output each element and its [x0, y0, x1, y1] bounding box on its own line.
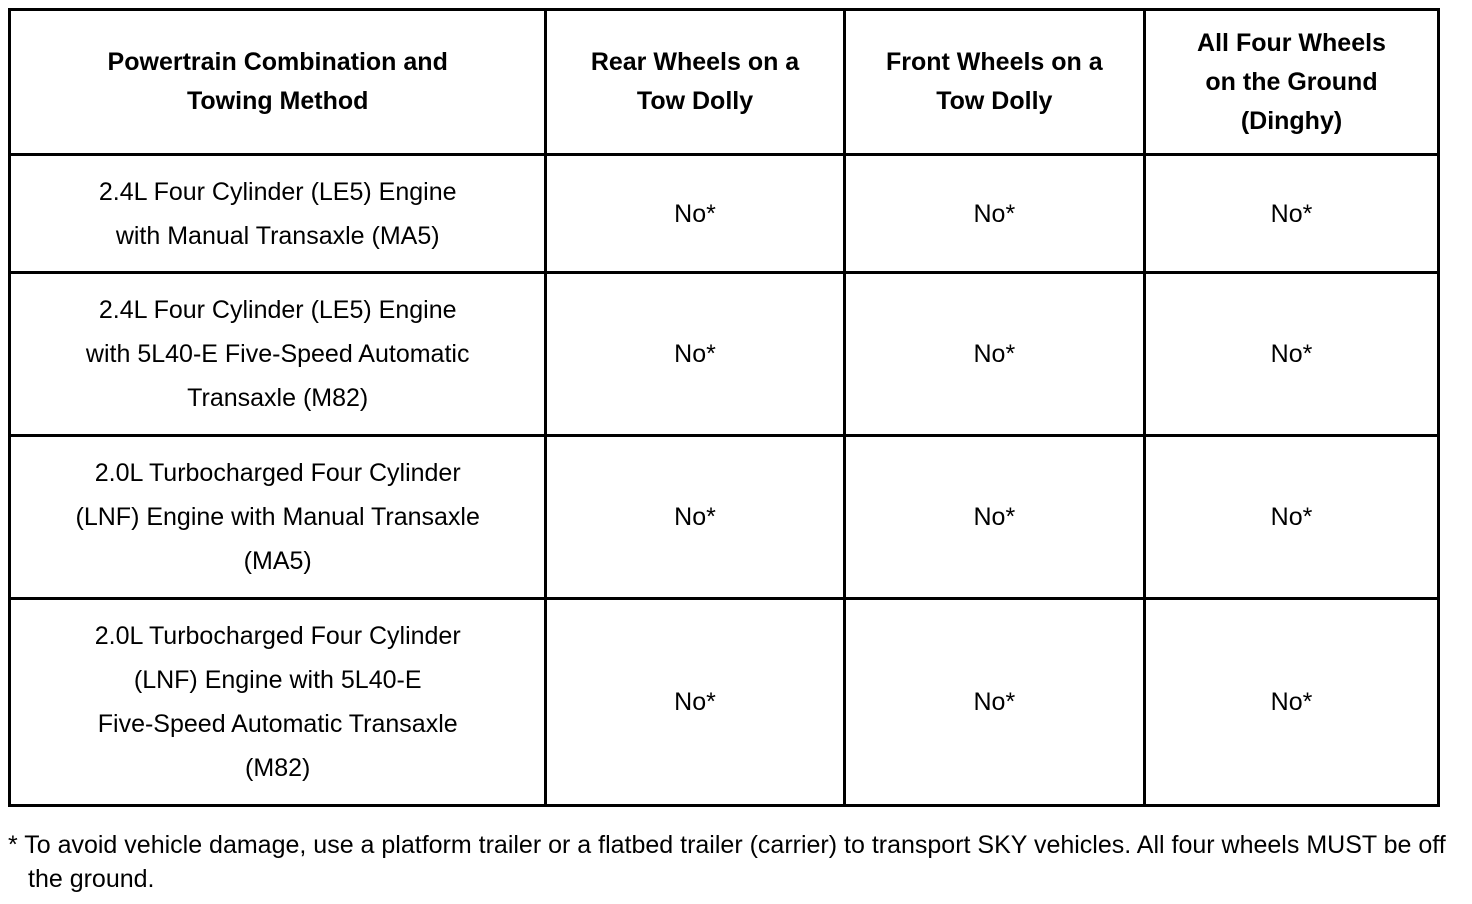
powertrain-line: (LNF) Engine with 5L40-E — [133, 666, 422, 694]
header-line: Tow Dolly — [936, 87, 1053, 115]
header-line: Front Wheels on a — [885, 48, 1103, 76]
dinghy-cell: No* — [1145, 599, 1439, 806]
powertrain-cell — [10, 599, 546, 806]
header-line: All Four Wheels — [1197, 28, 1386, 57]
towing-methods-table — [8, 8, 1440, 807]
header-line: Tow Dolly — [636, 87, 754, 115]
header-front-wheels-tow-dolly — [844, 10, 1144, 155]
powertrain-line: 2.0L Turbocharged Four Cylinder — [94, 622, 461, 650]
header-line: (Dinghy) — [1240, 106, 1343, 135]
footnote — [8, 828, 1448, 896]
table-header-row — [10, 10, 1439, 155]
footnote-line: MUST be off the ground. — [28, 831, 1446, 893]
table-row — [10, 273, 1439, 436]
powertrain-cell — [10, 436, 546, 599]
powertrain-line: 2.4L Four Cylinder (LE5) Engine — [98, 177, 457, 206]
rear-dolly-cell: No* — [546, 599, 844, 806]
rear-dolly-cell: No* — [546, 273, 844, 436]
footnote-line: * To avoid vehicle damage, use a platform trailer or a flatbed trailer (carrier) to transport SKY vehicles. All four wheels — [8, 831, 1300, 859]
header-line: Rear Wheels on a — [590, 48, 800, 76]
header-line: Powertrain Combination and — [107, 48, 448, 76]
powertrain-line: Five-Speed Automatic Transaxle — [97, 710, 458, 738]
powertrain-line: (LNF) Engine with Manual Transaxle — [75, 503, 480, 531]
powertrain-line: with Manual Transaxle (MA5) — [115, 221, 440, 250]
header-line: on the Ground — [1205, 67, 1378, 96]
rear-dolly-cell: No* — [546, 436, 844, 599]
header-powertrain-towing-method — [10, 10, 546, 155]
powertrain-line: 2.0L Turbocharged Four Cylinder — [94, 459, 461, 487]
rear-dolly-cell: No* — [546, 155, 844, 273]
powertrain-line: with 5L40-E Five-Speed Automatic — [85, 340, 470, 368]
dinghy-cell: No* — [1145, 155, 1439, 273]
powertrain-cell — [10, 155, 546, 273]
powertrain-cell — [10, 273, 546, 436]
table-row — [10, 599, 1439, 806]
front-dolly-cell: No* — [844, 599, 1144, 806]
dinghy-cell: No* — [1145, 436, 1439, 599]
front-dolly-cell: No* — [844, 273, 1144, 436]
header-line: Towing Method — [186, 87, 369, 115]
powertrain-line: 2.4L Four Cylinder (LE5) Engine — [98, 296, 457, 324]
table-row — [10, 155, 1439, 273]
table-row — [10, 436, 1439, 599]
header-rear-wheels-tow-dolly — [546, 10, 844, 155]
dinghy-cell: No* — [1145, 273, 1439, 436]
powertrain-line: Transaxle (M82) — [187, 384, 369, 412]
front-dolly-cell: No* — [844, 155, 1144, 273]
powertrain-line: (MA5) — [243, 547, 312, 575]
header-all-four-wheels-dinghy — [1145, 10, 1439, 155]
powertrain-line: (M82) — [245, 754, 311, 782]
front-dolly-cell: No* — [844, 436, 1144, 599]
